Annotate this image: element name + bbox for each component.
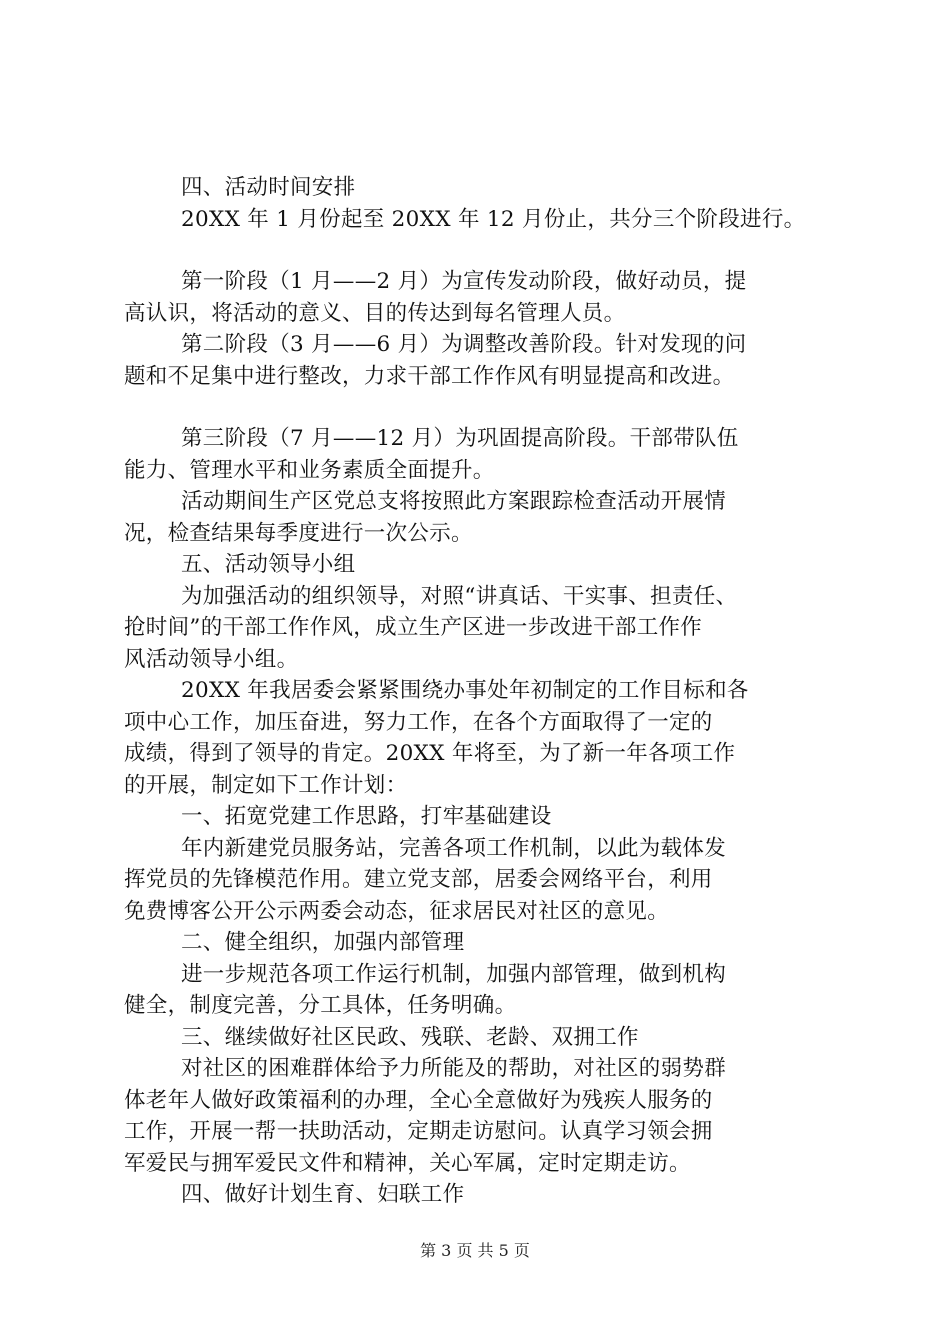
paragraph-line: 风活动领导小组。 xyxy=(124,646,299,672)
paragraph-line: 进一步规范各项工作运行机制，加强内部管理，做到机构 xyxy=(181,961,727,987)
paragraph-line: 的开展，制定如下工作计划： xyxy=(124,772,408,798)
document-body xyxy=(124,172,844,1211)
paragraph-line: 工作，开展一帮一扶助活动，定期走访慰问。认真学习领会拥 xyxy=(124,1119,713,1144)
paragraph-line: 能力、管理水平和业务素质全面提升。 xyxy=(124,457,495,483)
paragraph-line: 成绩，得到了领导的肯定。20XX 年将至，为了新一年各项工作 xyxy=(124,741,736,766)
page-footer: 第 3 页 共 5 页 xyxy=(420,1241,530,1260)
paragraph-line: 挥党员的先锋模范作用。建立党支部，居委会网络平台，利用 xyxy=(124,867,713,892)
paragraph-line: 年内新建党员服务站，完善各项工作机制，以此为载体发 xyxy=(181,835,727,861)
paragraph-line: 高认识，将活动的意义、目的传达到每名管理人员。 xyxy=(124,300,626,326)
section-heading: 五、活动领导小组 xyxy=(181,552,356,577)
paragraph-line: 健全，制度完善，分工具体，任务明确。 xyxy=(124,993,517,1018)
paragraph-line: 第二阶段（3 月——6 月）为调整改善阶段。针对发现的问 xyxy=(181,332,747,357)
section-heading: 四、活动时间安排 xyxy=(181,175,356,200)
paragraph-line: 抢时间”的干部工作作风，成立生产区进一步改进干部工作作 xyxy=(124,615,703,640)
section-heading: 四、做好计划生育、妇联工作 xyxy=(181,1182,465,1207)
paragraph-line: 对社区的困难群体给予力所能及的帮助，对社区的弱势群 xyxy=(181,1056,727,1081)
paragraph-line: 第一阶段（1 月——2 月）为宣传发动阶段，做好动员，提 xyxy=(181,269,747,294)
paragraph-line: 免费博客公开公示两委会动态，征求居民对社区的意见。 xyxy=(124,898,670,924)
paragraph-line: 活动期间生产区党总支将按照此方案跟踪检查活动开展情 xyxy=(181,489,727,514)
section-heading: 一、拓宽党建工作思路，打牢基础建设 xyxy=(181,804,552,829)
paragraph-line: 20XX 年 1 月份起至 20XX 年 12 月份止，共分三个阶段进行。 xyxy=(181,206,806,232)
paragraph-line: 为加强活动的组织领导，对照“讲真话、干实事、担责任、 xyxy=(181,583,738,609)
section-heading: 二、健全组织，加强内部管理 xyxy=(181,930,465,955)
paragraph-line: 项中心工作，加压奋进，努力工作，在各个方面取得了一定的 xyxy=(124,709,713,735)
paragraph-line: 体老年人做好政策福利的办理，全心全意做好为残疾人服务的 xyxy=(124,1087,713,1113)
paragraph-line: 20XX 年我居委会紧紧围绕办事处年初制定的工作目标和各 xyxy=(181,678,749,703)
paragraph-line: 题和不足集中进行整改，力求干部工作作风有明显提高和改进。 xyxy=(124,363,735,389)
paragraph-line: 第三阶段（7 月——12 月）为巩固提高阶段。干部带队伍 xyxy=(181,426,739,451)
section-heading: 三、继续做好社区民政、残联、老龄、双拥工作 xyxy=(181,1024,639,1050)
paragraph-line: 军爱民与拥军爱民文件和精神，关心军属，定时定期走访。 xyxy=(124,1150,691,1176)
paragraph-line: 况，检查结果每季度进行一次公示。 xyxy=(124,520,473,546)
